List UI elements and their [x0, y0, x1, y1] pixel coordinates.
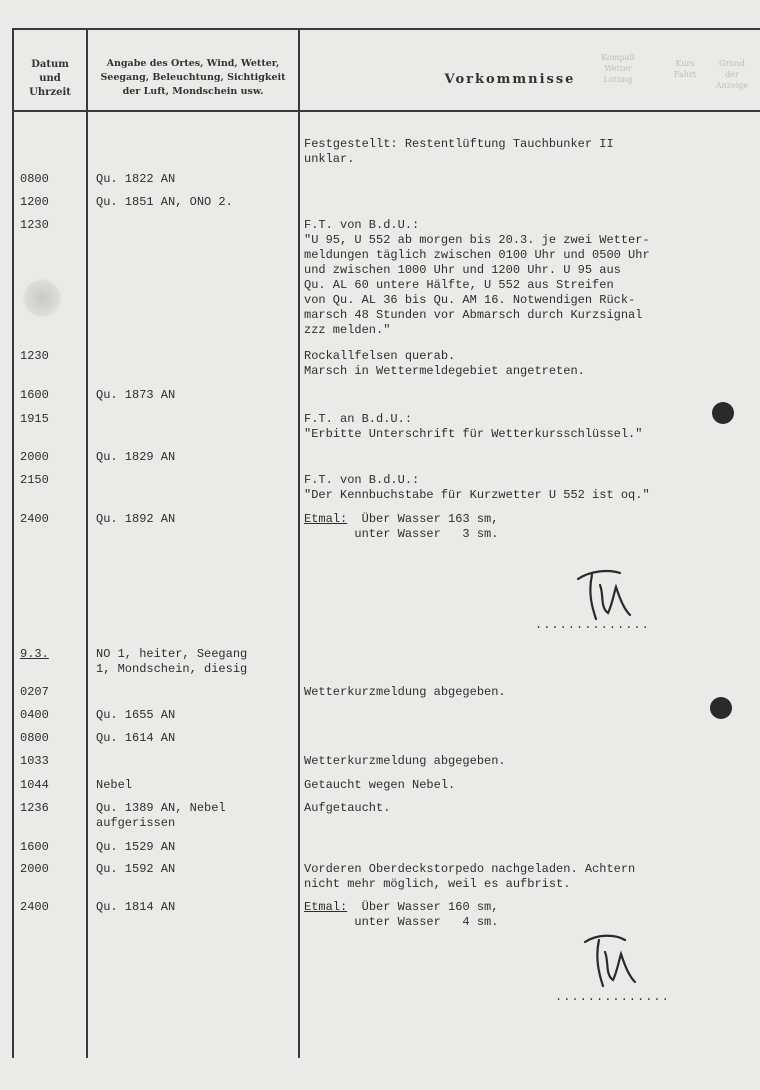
entry-time: 2400 [20, 900, 49, 914]
entry-event: Aufgetaucht. [304, 801, 391, 815]
entry-time: 2000 [20, 862, 49, 876]
entry-time: 1600 [20, 388, 49, 402]
entry-place: Qu. 1814 AN [96, 900, 176, 914]
entry-time: 1600 [20, 840, 49, 854]
header-line: Angabe des Ortes, Wind, Wetter, [106, 58, 280, 69]
header-line: der Luft, Mondschein usw. [122, 86, 264, 97]
entry-event: meldungen täglich zwischen 0100 Uhr und 0500 Uhr [304, 248, 650, 262]
bleed-through-text: Kompaß Wetter Lotung [601, 53, 635, 84]
entry-event: nicht mehr möglich, weil es aufbrist. [304, 877, 571, 891]
signature-mark [570, 565, 640, 625]
entry-event: und zwischen 1000 Uhr und 1200 Uhr. U 95 aus [304, 263, 621, 277]
header-rule [12, 110, 760, 112]
ink-smudge [22, 278, 62, 318]
entry-place: 1, Mondschein, diesig [96, 662, 248, 676]
signature-dotted-line: .............. [555, 990, 670, 1004]
entry-time: 0800 [20, 731, 49, 745]
entry-event: von Qu. AL 36 bis Qu. AM 16. Notwendigen Rück- [304, 293, 636, 307]
entry-event: "U 95, U 552 ab morgen bis 20.3. je zwei Wetter- [304, 233, 650, 247]
entry-time: 9.3. [20, 647, 49, 661]
signature-mark [575, 930, 645, 992]
entry-event: marsch 48 Stunden vor Abmarsch durch Kurzsignal [304, 308, 643, 322]
header-line: Seegang, Beleuchtung, Sichtigkeit [100, 72, 286, 83]
entry-event: "Der Kennbuchstabe für Kurzwetter U 552 ist oq." [304, 488, 650, 502]
entry-event: zzz melden." [304, 323, 391, 337]
hole-punch [712, 402, 734, 424]
entry-place: Qu. 1529 AN [96, 840, 176, 854]
entry-place: Qu. 1851 AN, ONO 2. [96, 195, 233, 209]
header-line: Uhrzeit [29, 87, 71, 98]
entry-place: aufgerissen [96, 816, 176, 830]
entry-place: NO 1, heiter, Seegang [96, 647, 248, 661]
entry-place: Qu. 1592 AN [96, 862, 176, 876]
etmal-label: Etmal: [304, 512, 348, 526]
entry-event: Getaucht wegen Nebel. [304, 778, 456, 792]
header-vorkommnisse: Vorkommnisse [444, 72, 576, 87]
entry-event: Festgestellt: Restentlüftung Tauchbunker II [304, 137, 614, 151]
entry-place: Nebel [96, 778, 133, 792]
entry-place: Qu. 1614 AN [96, 731, 176, 745]
header-line: Datum [31, 59, 69, 70]
entry-event: unter Wasser 3 sm. [304, 527, 499, 541]
entry-time: 0207 [20, 685, 49, 699]
table-top-rule [12, 28, 760, 30]
signature-dotted-line: .............. [535, 618, 650, 632]
entry-time: 0400 [20, 708, 49, 722]
header-line: und [39, 73, 61, 84]
entry-time: 2150 [20, 473, 49, 487]
column-divider [298, 28, 300, 1058]
entry-event: Wetterkurzmeldung abgegeben. [304, 754, 506, 768]
entry-event: unter Wasser 4 sm. [304, 915, 499, 929]
entry-event: Qu. AL 60 untere Hälfte, U 552 aus Streifen [304, 278, 614, 292]
header-datum [14, 58, 86, 100]
entry-time: 1200 [20, 195, 49, 209]
column-divider [86, 28, 88, 1058]
entry-event: Wetterkurzmeldung abgegeben. [304, 685, 506, 699]
entry-time: 1230 [20, 349, 49, 363]
entry-time: 2000 [20, 450, 49, 464]
entry-place: Qu. 1829 AN [96, 450, 176, 464]
entry-event: Vorderen Oberdeckstorpedo nachgeladen. Achtern [304, 862, 636, 876]
header-ort [88, 57, 298, 99]
entry-time: 1230 [20, 218, 49, 232]
entry-event: F.T. an B.d.U.: [304, 412, 413, 426]
entry-place: Qu. 1822 AN [96, 172, 176, 186]
entry-place: Qu. 1892 AN [96, 512, 176, 526]
entry-time: 0800 [20, 172, 49, 186]
bleed-through-text: Grund der Anzeige [715, 59, 749, 90]
entry-time: 1915 [20, 412, 49, 426]
entry-event: Marsch in Wettermeldegebiet angetreten. [304, 364, 585, 378]
entry-event: Rockallfelsen querab. [304, 349, 456, 363]
bleed-through-text: Kurs Fahrt [674, 59, 696, 79]
entry-event: F.T. von B.d.U.: [304, 473, 420, 487]
entry-time: 2400 [20, 512, 49, 526]
entry-event: Etmal: Über Wasser 163 sm, [304, 512, 499, 526]
entry-event: unklar. [304, 152, 355, 166]
entry-time: 1044 [20, 778, 49, 792]
entry-place: Qu. 1389 AN, Nebel [96, 801, 226, 815]
hole-punch [710, 697, 732, 719]
entry-event: F.T. von B.d.U.: [304, 218, 420, 232]
etmal-label: Etmal: [304, 900, 348, 914]
table-border-left [12, 28, 14, 1058]
entry-place: Qu. 1655 AN [96, 708, 176, 722]
entry-time: 1236 [20, 801, 49, 815]
entry-place: Qu. 1873 AN [96, 388, 176, 402]
entry-event: Etmal: Über Wasser 160 sm, [304, 900, 499, 914]
entry-event: "Erbitte Unterschrift für Wetterkursschlüssel." [304, 427, 643, 441]
entry-time: 1033 [20, 754, 49, 768]
